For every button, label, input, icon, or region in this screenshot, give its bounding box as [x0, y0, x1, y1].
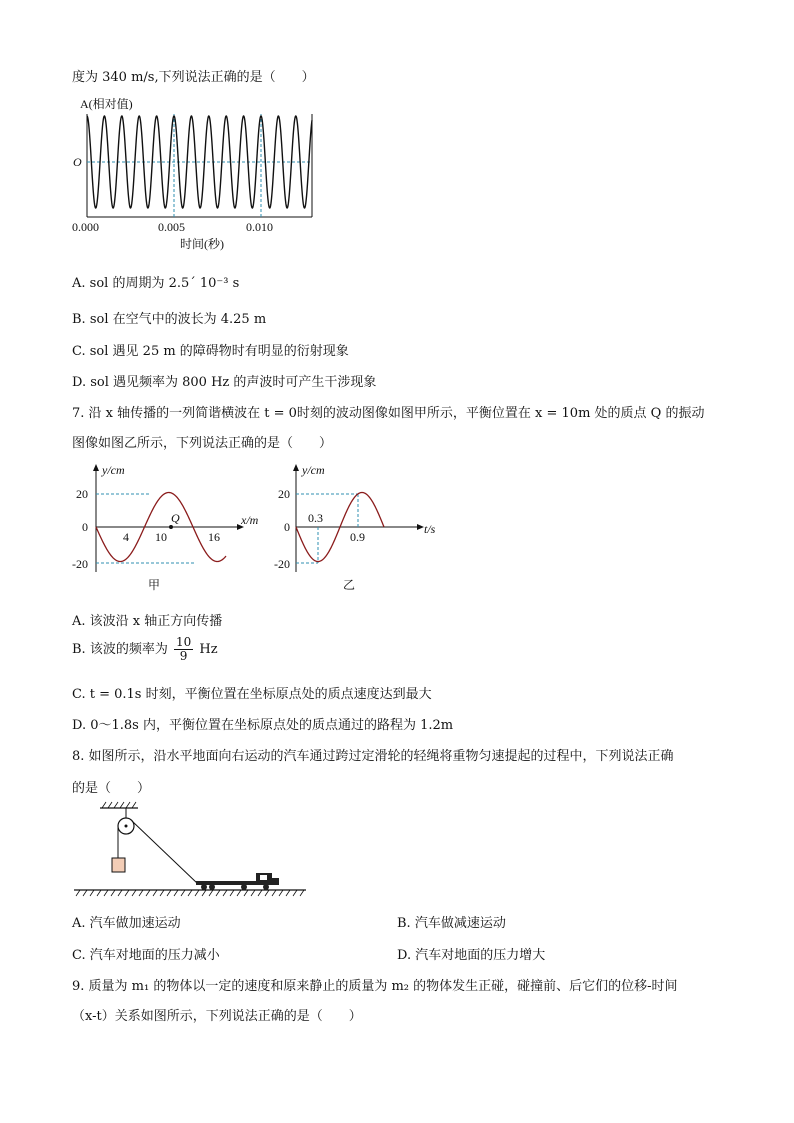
q9-stem-line1: 9. 质量为 m₁ 的物体以一定的速度和原来静止的质量为 m₂ 的物体发生正碰，碰撞前、后它们的位移-时间: [72, 979, 678, 994]
q7-option-d: D. 0～1.8s 内，平衡位置在坐标原点处的质点通过的路程为 1.2m: [72, 718, 454, 733]
q6-ylabel: A(相对值): [80, 97, 133, 111]
yi-xtick-03: 0.3: [308, 511, 323, 525]
rope-to-truck: [132, 821, 198, 884]
q8-pulley-truck-figure: [70, 800, 310, 900]
q8-option-b: B. 汽车做减速运动: [397, 916, 506, 931]
q6-option-d: D. sol 遇见频率为 800 Hz 的声波时可产生干涉现象: [72, 375, 377, 390]
yi-ylabel: y/cm: [302, 463, 325, 477]
ceiling-hatch: [102, 802, 136, 808]
pulley-axle: [125, 825, 128, 828]
jia-xlabel: x/m: [241, 513, 259, 527]
jia-ylabel: y/cm: [102, 463, 125, 477]
q8-option-a: A. 汽车做加速运动: [72, 916, 181, 931]
q7-stem-line1: 7. 沿 x 轴传播的一列简谐横波在 t = 0时刻的波动图像如图甲所示，平衡位置在 x = 10m 处的质点 Q 的振动: [72, 406, 705, 421]
yi-xtick-09: 0.9: [350, 530, 365, 544]
ground-hatch: [76, 890, 304, 896]
jia-xtick-16: 16: [208, 530, 220, 544]
jia-point-q: [169, 525, 173, 529]
q6-xlabel: 时间(秒): [180, 237, 224, 251]
jia-xtick-4: 4: [123, 530, 129, 544]
q8-option-d: D. 汽车对地面的压力增大: [397, 948, 546, 963]
q6-xtick-0: 0.000: [72, 220, 99, 234]
q7-option-b-prefix: B. 该波的频率为: [72, 642, 168, 657]
jia-y-neg: -20: [72, 557, 88, 571]
yi-caption: 乙: [343, 578, 356, 592]
q6-waveform-chart: [70, 94, 330, 259]
q6-xtick-2: 0.010: [246, 220, 273, 234]
q7-option-a: A. 该波沿 x 轴正方向传播: [72, 614, 223, 629]
jia-caption: 甲: [148, 578, 161, 592]
jia-y-arrow: [93, 464, 99, 471]
q7-option-b-numerator: 10: [175, 635, 192, 649]
yi-x-arrow: [417, 524, 424, 530]
jia-xtick-10: 10: [155, 530, 167, 544]
q7-figure-yi: [272, 462, 452, 594]
q7-option-c: C. t = 0.1s 时刻，平衡位置在坐标原点处的质点速度达到最大: [72, 687, 432, 702]
weight-block: [112, 858, 125, 872]
q7-stem-line2: 图像如图乙所示，下列说法正确的是（ ）: [72, 436, 333, 451]
q9-stem-line2: （x-t）关系如图所示，下列说法正确的是（ ）: [72, 1009, 362, 1024]
q7-option-b-denominator: 9: [179, 649, 188, 663]
q7-option-b: [72, 636, 218, 663]
q6-stem-tail: 度为 340 m/s,下列说法正确的是（ ）: [72, 70, 315, 85]
q6-option-a: A. sol 的周期为 2.5´ 10⁻³ s: [72, 276, 240, 291]
q7-option-b-fraction: [174, 636, 193, 663]
truck-icon: [196, 873, 279, 890]
jia-point-q-label: Q: [171, 511, 180, 525]
jia-y-zero: 0: [82, 520, 88, 534]
q6-option-c: C. sol 遇见 25 m 的障碍物时有明显的衍射现象: [72, 344, 349, 359]
yi-xlabel: t/s: [424, 522, 436, 536]
q6-xtick-1: 0.005: [158, 220, 185, 234]
yi-y-pos: 20: [278, 487, 290, 501]
jia-y-pos: 20: [76, 487, 88, 501]
q6-option-b: B. sol 在空气中的波长为 4.25 m: [72, 312, 267, 327]
q8-stem-line2: 的是（ ）: [72, 781, 151, 796]
q8-stem-line1: 8. 如图所示，沿水平地面向右运动的汽车通过跨过定滑轮的轻绳将重物匀速提起的过程中，下列说法正确: [72, 749, 674, 764]
q7-option-b-unit: Hz: [199, 642, 218, 657]
yi-y-neg: -20: [274, 557, 290, 571]
yi-y-zero: 0: [284, 520, 290, 534]
q7-figure-jia: [70, 462, 270, 594]
q6-origin-label: O: [73, 155, 82, 169]
yi-y-arrow: [293, 464, 299, 471]
q8-option-c: C. 汽车对地面的压力减小: [72, 948, 220, 963]
